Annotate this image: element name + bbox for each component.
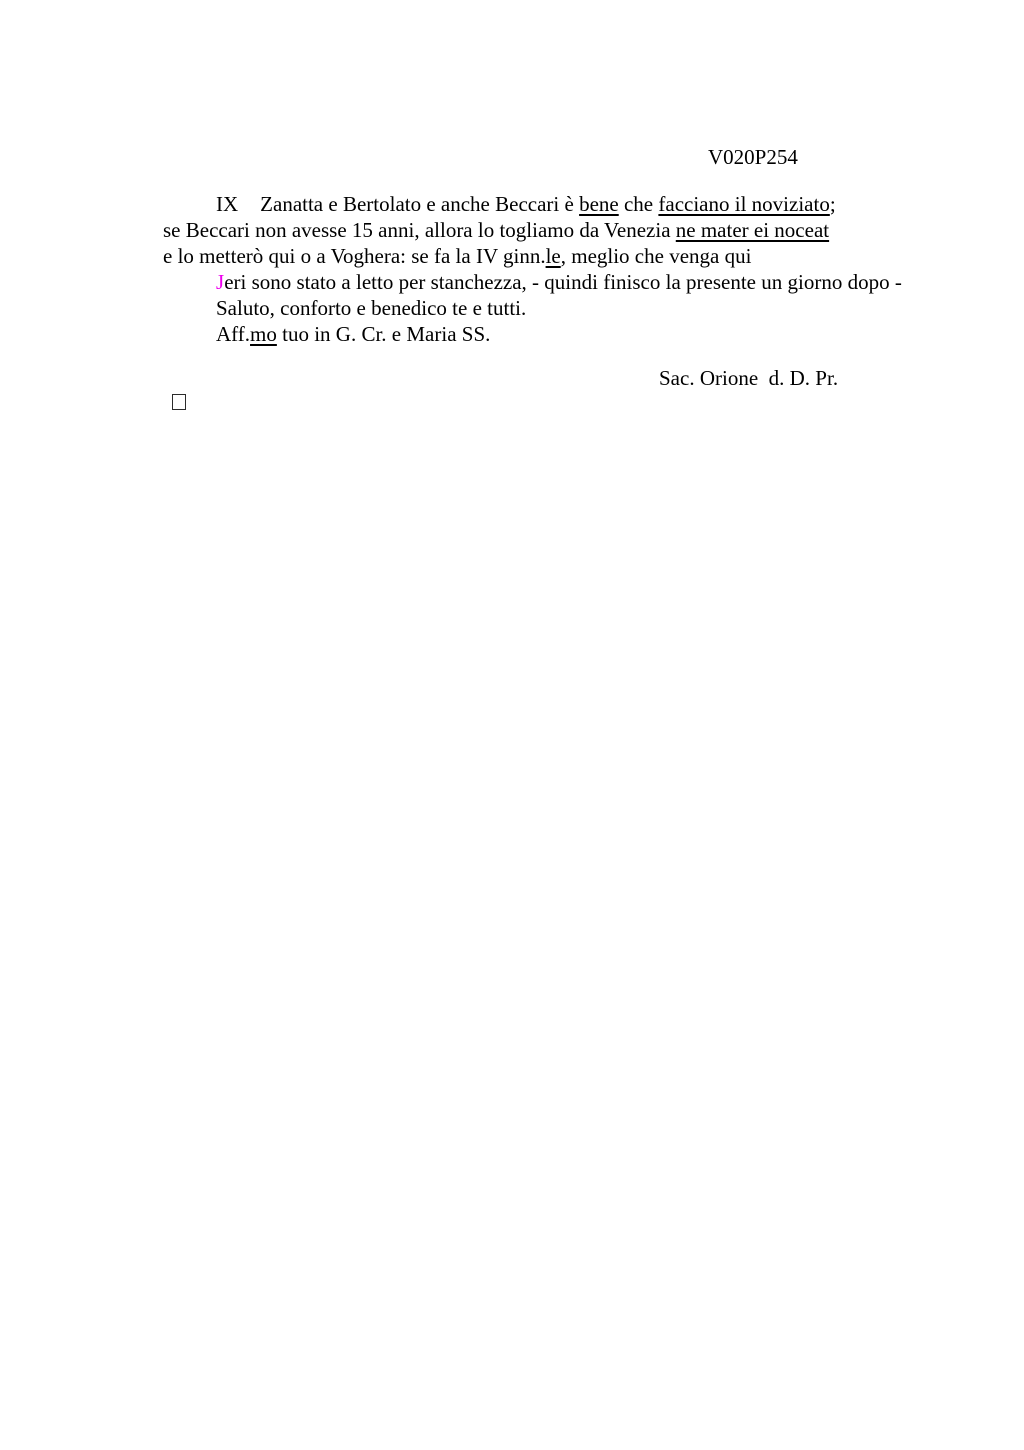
text-segment-underline: mo <box>250 322 277 346</box>
letter-line <box>163 191 893 217</box>
text-segment-plain: e lo metterò qui o a Voghera: se fa la IV ginn. <box>163 244 546 268</box>
text-segment-underline: le <box>545 244 561 268</box>
text-segment-underline: facciano il noviziato <box>658 192 830 216</box>
text-segment-plain: , meglio che venga qui <box>560 244 752 268</box>
text-segment-plain: Aff. <box>216 322 251 346</box>
text-segment-plain: eri sono stato a letto per stanchezza, - quindi finisco la presente un giorno dopo - <box>224 270 902 294</box>
text-segment-plain: se Beccari non avesse 15 anni, allora lo togliamo da Venezia <box>163 218 676 242</box>
text-segment-plain: tuo in G. Cr. e Maria SS. <box>276 322 491 346</box>
text-segment-plain: che <box>618 192 659 216</box>
text-segment-highlight: J <box>216 270 225 294</box>
letter-line <box>163 295 893 321</box>
text-segment-underline: ne mater ei noceat <box>675 218 830 242</box>
letter-line <box>163 269 902 295</box>
empty-square-icon <box>172 394 186 410</box>
text-segment-plain: Zanatta e Bertolato e anche Beccari è <box>260 192 580 216</box>
text-segment-plain: Saluto, conforto e benedico te e tutti. <box>216 296 527 320</box>
letter-line <box>163 217 893 243</box>
letter-line <box>163 243 893 269</box>
text-segment-plain: ; <box>829 192 836 216</box>
document-code: V020P254 <box>708 145 798 169</box>
letter-line <box>163 321 893 347</box>
letter-body <box>163 191 902 347</box>
text-segment-underline: bene <box>579 192 619 216</box>
text-segment-plain: IX <box>216 192 239 216</box>
signature-line: Sac. Orione d. D. Pr. <box>659 366 839 390</box>
